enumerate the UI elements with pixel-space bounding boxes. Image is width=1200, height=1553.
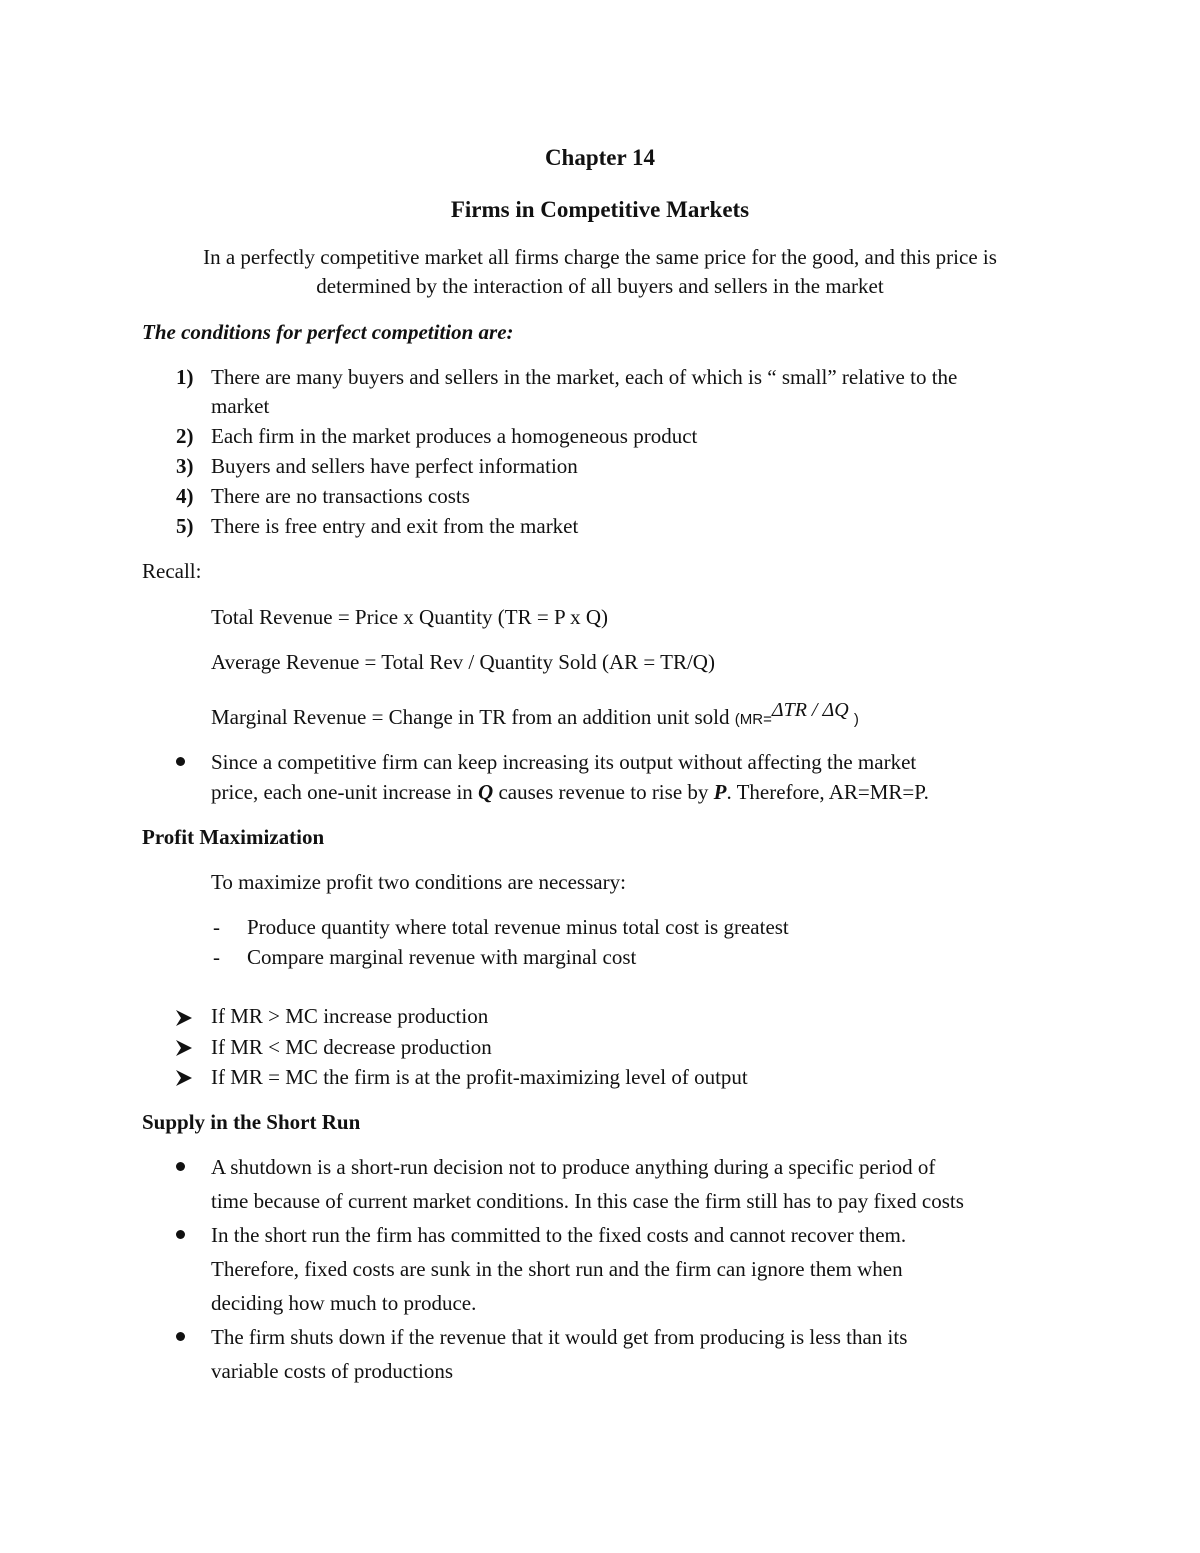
supply-bullet-line: time because of current market conditions. In this case the firm still has to pay fixed costs: [211, 1189, 964, 1213]
condition-text: There is free entry and exit from the market: [211, 514, 579, 538]
intro-line-1: In a perfectly competitive market all firms charge the same price for the good, and this price is: [203, 245, 997, 269]
condition-number: 1): [176, 365, 194, 389]
profit-intro: To maximize profit two conditions are necessary:: [211, 870, 626, 894]
supply-bullet-line: variable costs of productions: [211, 1359, 454, 1383]
arrow-bullet-icon: [174, 1038, 194, 1058]
mr-open: (MR=: [734, 711, 772, 728]
condition-number: 2): [176, 424, 194, 448]
supply-bullet-line: A shutdown is a short-run decision not to produce anything during a specific period of: [211, 1155, 936, 1179]
supply-bullet-line: Therefore, fixed costs are sunk in the short run and the firm can ignore them when: [211, 1257, 903, 1281]
condition-number: 3): [176, 454, 194, 478]
condition-number: 4): [176, 484, 194, 508]
profit-heading: Profit Maximization: [142, 825, 325, 849]
condition-text: Buyers and sellers have perfect information: [211, 454, 578, 478]
supply-heading: Supply in the Short Run: [142, 1110, 361, 1134]
arrow-bullet-icon: [174, 1068, 194, 1088]
condition-text: There are no transactions costs: [211, 484, 470, 508]
condition-text: market: [211, 394, 270, 418]
bullet-icon: [176, 757, 185, 766]
page-title: Firms in Competitive Markets: [450, 197, 750, 222]
supply-bullet-line: deciding how much to produce.: [211, 1291, 477, 1315]
mr-close: ): [853, 711, 859, 728]
competitive-bullet-line-1: Since a competitive firm can keep increasing its output without affecting the market: [211, 750, 917, 774]
competitive-bullet-line-2: [211, 779, 929, 805]
rule-item: If MR < MC decrease production: [211, 1035, 492, 1059]
total-revenue-formula: Total Revenue = Price x Quantity (TR = P x Q): [211, 605, 609, 629]
marginal-revenue-formula: [211, 699, 859, 733]
text-span: price, each one-unit increase in: [211, 780, 479, 804]
intro-line-2: determined by the interaction of all buyers and sellers in the market: [316, 274, 884, 298]
marginal-revenue-text: Marginal Revenue = Change in TR from an addition unit sold: [211, 705, 730, 729]
bullet-icon: [176, 1230, 185, 1239]
q-symbol: Q: [478, 780, 494, 804]
condition-text: Each firm in the market produces a homogeneous product: [211, 424, 698, 448]
average-revenue-formula: Average Revenue = Total Rev / Quantity Sold (AR = TR/Q): [211, 650, 715, 674]
profit-dash-item: Produce quantity where total revenue minus total cost is greatest: [247, 915, 789, 939]
dash-marker: -: [213, 915, 220, 939]
conditions-heading: The conditions for perfect competition are:: [142, 320, 514, 344]
bullet-icon: [176, 1162, 185, 1171]
condition-number: 5): [176, 514, 194, 538]
p-symbol: P: [713, 780, 727, 804]
supply-bullet-line: The firm shuts down if the revenue that it would get from producing is less than its: [211, 1325, 908, 1349]
text-span: . Therefore, AR=MR=P.: [726, 780, 929, 804]
rule-item: If MR > MC increase production: [211, 1004, 489, 1028]
recall-label: Recall:: [142, 559, 202, 583]
dash-marker: -: [213, 945, 220, 969]
arrow-bullet-icon: [174, 1008, 194, 1028]
supply-bullet-line: In the short run the firm has committed to the fixed costs and cannot recover them.: [211, 1223, 907, 1247]
condition-text: There are many buyers and sellers in the market, each of which is “ small” relative to the: [211, 365, 958, 389]
profit-dash-item: Compare marginal revenue with marginal cost: [247, 945, 637, 969]
rule-item: If MR = MC the firm is at the profit-maximizing level of output: [211, 1065, 748, 1089]
chapter-label: Chapter 14: [544, 145, 656, 170]
text-span: causes revenue to rise by: [493, 780, 714, 804]
bullet-icon: [176, 1332, 185, 1341]
mr-formula: ΔTR / ΔQ: [771, 699, 849, 721]
